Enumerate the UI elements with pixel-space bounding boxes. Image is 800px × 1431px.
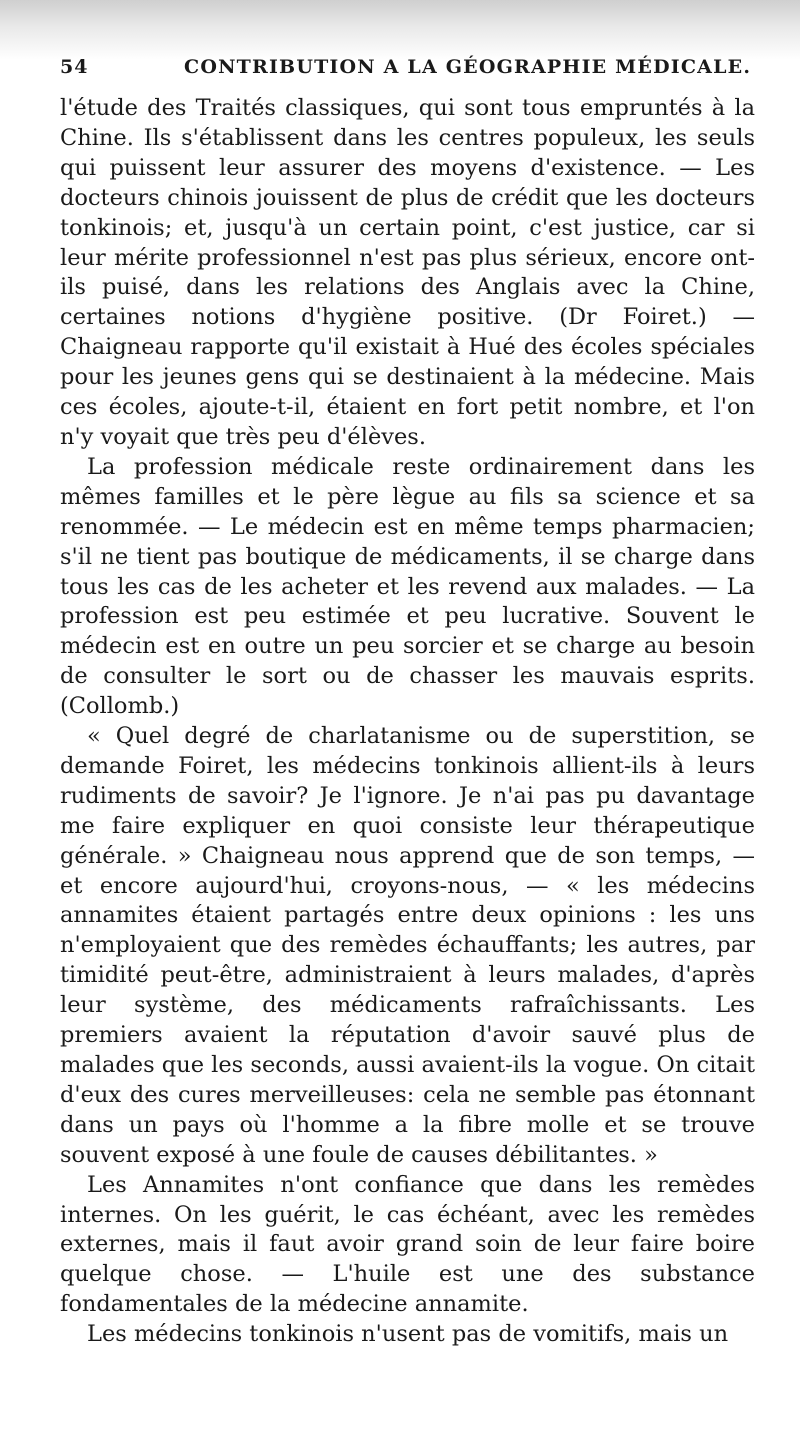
page-number: 54 [60,56,89,78]
body-text [60,94,755,1350]
paragraph: Les médecins tonkinois n'usent pas de vomitifs, mais un [87,1321,729,1348]
page-header [60,50,760,86]
paragraph: La profession médicale reste ordinairement dans les mêmes familles et le père lègue au fils sa science et sa renommée. — Le médecin est en même temps pharmacien; s'il ne tient pas boutique de médicaments, il se charge dans tous les cas de les acheter et les revend aux malades. — La profession est peu estimée et peu lucrative. Souvent le médecin est en outre un peu sorcier et se charge au besoin de consulter le sort ou de chasser les mauvais esprits. (Collomb.) [60,453,755,720]
paragraph: Les Annamites n'ont confiance que dans les remèdes internes. On les guérit, le cas échéant, avec les remèdes externes, mais il faut avoir grand soin de leur faire boire quelque chose. — L'huile est une des substance fondamentales de la médecine annamite. [60,1171,755,1318]
paragraph: « Quel degré de charlatanisme ou de superstition, se demande Foiret, les médecins tonkinois allient-ils à leurs rudiments de savoir? Je l'ignore. Je n'ai pas pu davantage me faire expliquer en quoi consiste leur thérapeutique générale. » Chaigneau nous apprend que de son temps, — et encore aujourd'hui, croyons-nous, — « les médecins annamites étaient partagés entre deux opinions : les uns n'employaient que des remèdes échauffants; les autres, par timidité peut-être, administraient à leurs malades, d'après leur système, des médicaments rafraîchissants. Les premiers avaient la réputation d'avoir sauvé plus de malades que les seconds, aussi avaient-ils la vogue. On citait d'eux des cures merveilleuses: cela ne semble pas étonnant dans un pays où l'homme a la fibre molle et se trouve souvent exposé à une foule de causes débilitantes. » [60,723,755,1168]
paragraph: l'étude des Traités classiques, qui sont tous empruntés à la Chine. Ils s'établissent dans les centres populeux, les seuls qui puissent leur assurer des moyens d'existence. — Les docteurs chinois jouissent de plus de crédit que les docteurs tonkinois; et, jusqu'à un certain point, c'est justice, car si leur mérite professionnel n'est pas plus sérieux, encore ont-ils puisé, dans les relations des Anglais avec la Chine, certaines notions d'hygiène positive. (Dr Foiret.) — Chaigneau rapporte qu'il existait à Hué des écoles spéciales pour les jeunes gens qui se destinaient à la médecine. Mais ces écoles, ajoute-t-il, étaient en fort petit nombre, et l'on n'y voyait que très peu d'élèves. [60,95,755,450]
running-title: CONTRIBUTION A LA GÉOGRAPHIE MÉDICALE. [184,56,752,78]
